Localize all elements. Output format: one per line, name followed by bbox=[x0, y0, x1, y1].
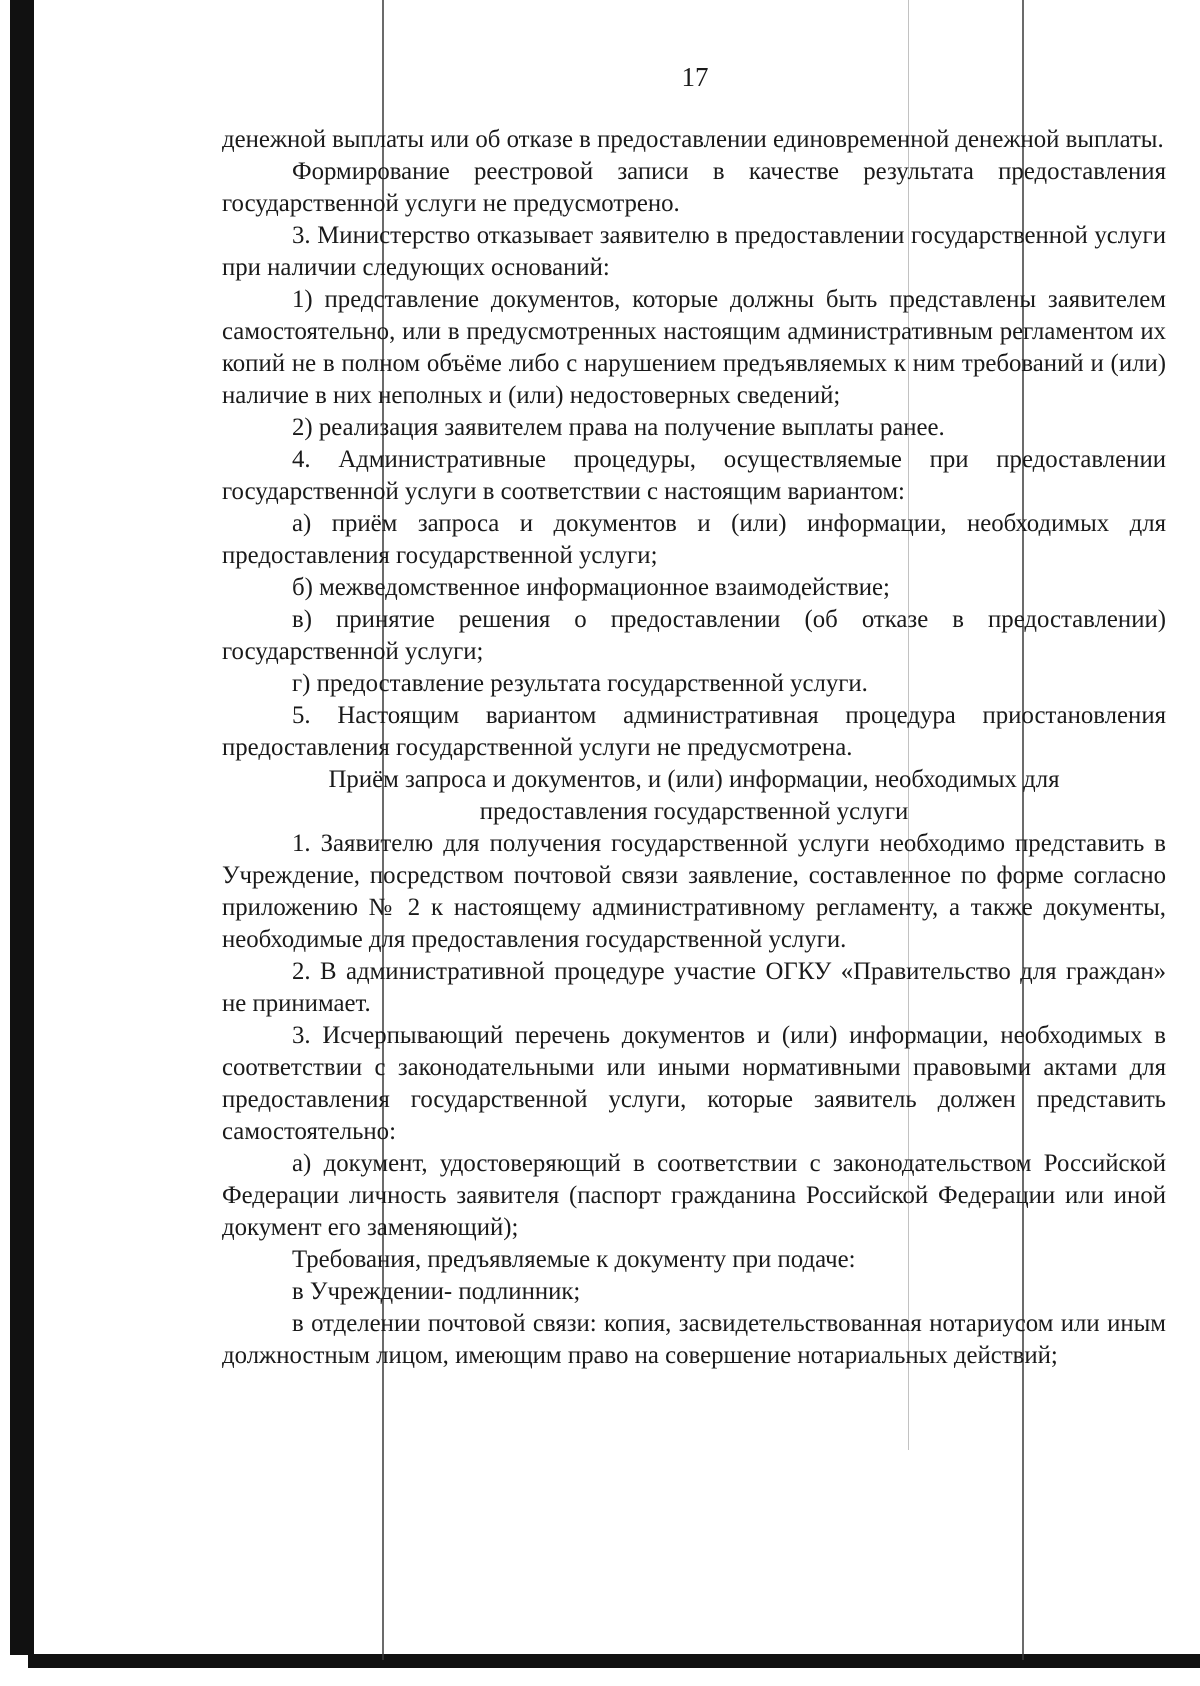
paragraph: 4. Административные процедуры, осуществляемые при предоставлении государственной услуги в соответствии с настоящим вариантом: bbox=[222, 446, 1166, 505]
paragraph: 1. Заявителю для получения государственной услуги необходимо представить в Учреждение, посредством почтовой связи заявление, составленное по форме согласно приложению № 2 к настоящему административному регламенту, а также документы, необходимые для предоставления государственной услуги. bbox=[222, 830, 1166, 953]
paragraph: в отделении почтовой связи: копия, засвидетельствованная нотариусом или иным должностным лицом, имеющим право на совершение нотариальных действий; bbox=[222, 1310, 1166, 1369]
paragraph: 5. Настоящим вариантом административная процедура приостановления предоставления государственной услуги не предусмотрена. bbox=[222, 702, 1166, 761]
paragraph: 2) реализация заявителем права на получение выплаты ранее. bbox=[292, 414, 945, 441]
paragraph: а) документ, удостоверяющий в соответствии с законодательством Российской Федерации личность заявителя (паспорт гражданина Российской Федерации или иной документ его заменяющий); bbox=[222, 1150, 1166, 1241]
section-heading: Приём запроса и документов, и (или) информации, необходимых для предоставления государственной услуги bbox=[328, 766, 1060, 825]
paragraph: денежной выплаты или об отказе в предоставлении единовременной денежной выплаты. bbox=[222, 126, 1164, 153]
scan-edge-bottom bbox=[28, 1654, 1200, 1668]
paragraph: г) предоставление результата государственной услуги. bbox=[292, 670, 868, 697]
scan-edge-left bbox=[10, 0, 34, 1655]
paragraph: 2. В административной процедуре участие ОГКУ «Правительство для граждан» не принимает. bbox=[222, 958, 1166, 1017]
paragraph: 1) представление документов, которые должны быть представлены заявителем самостоятельно, или в предусмотренных настоящим административным регламентом их копий не в полном объёме либо с нарушением предъявляемых к ним требований и (или) наличие в них неполных и (или) недостоверных сведений; bbox=[222, 286, 1166, 409]
paragraph: а) приём запроса и документов и (или) информации, необходимых для предоставления государственной услуги; bbox=[222, 510, 1166, 569]
page-number: 17 bbox=[681, 62, 709, 92]
paragraph: 3. Исчерпывающий перечень документов и (или) информации, необходимых в соответствии с законодательными или иными нормативными правовыми актами для предоставления государственной услуги, которые заявитель должен представить самостоятельно: bbox=[222, 1022, 1166, 1145]
paragraph: б) межведомственное информационное взаимодействие; bbox=[292, 574, 890, 601]
paragraph: Требования, предъявляемые к документу при подаче: bbox=[292, 1246, 856, 1273]
paragraph: в) принятие решения о предоставлении (об отказе в предоставлении) государственной услуги; bbox=[222, 606, 1166, 665]
paragraph: в Учреждении- подлинник; bbox=[292, 1278, 581, 1305]
document-body bbox=[222, 124, 1166, 1372]
paragraph: Формирование реестровой записи в качестве результата предоставления государственной услуги не предусмотрено. bbox=[222, 158, 1166, 217]
paragraph: 3. Министерство отказывает заявителю в предоставлении государственной услуги при наличии следующих оснований: bbox=[222, 222, 1166, 281]
